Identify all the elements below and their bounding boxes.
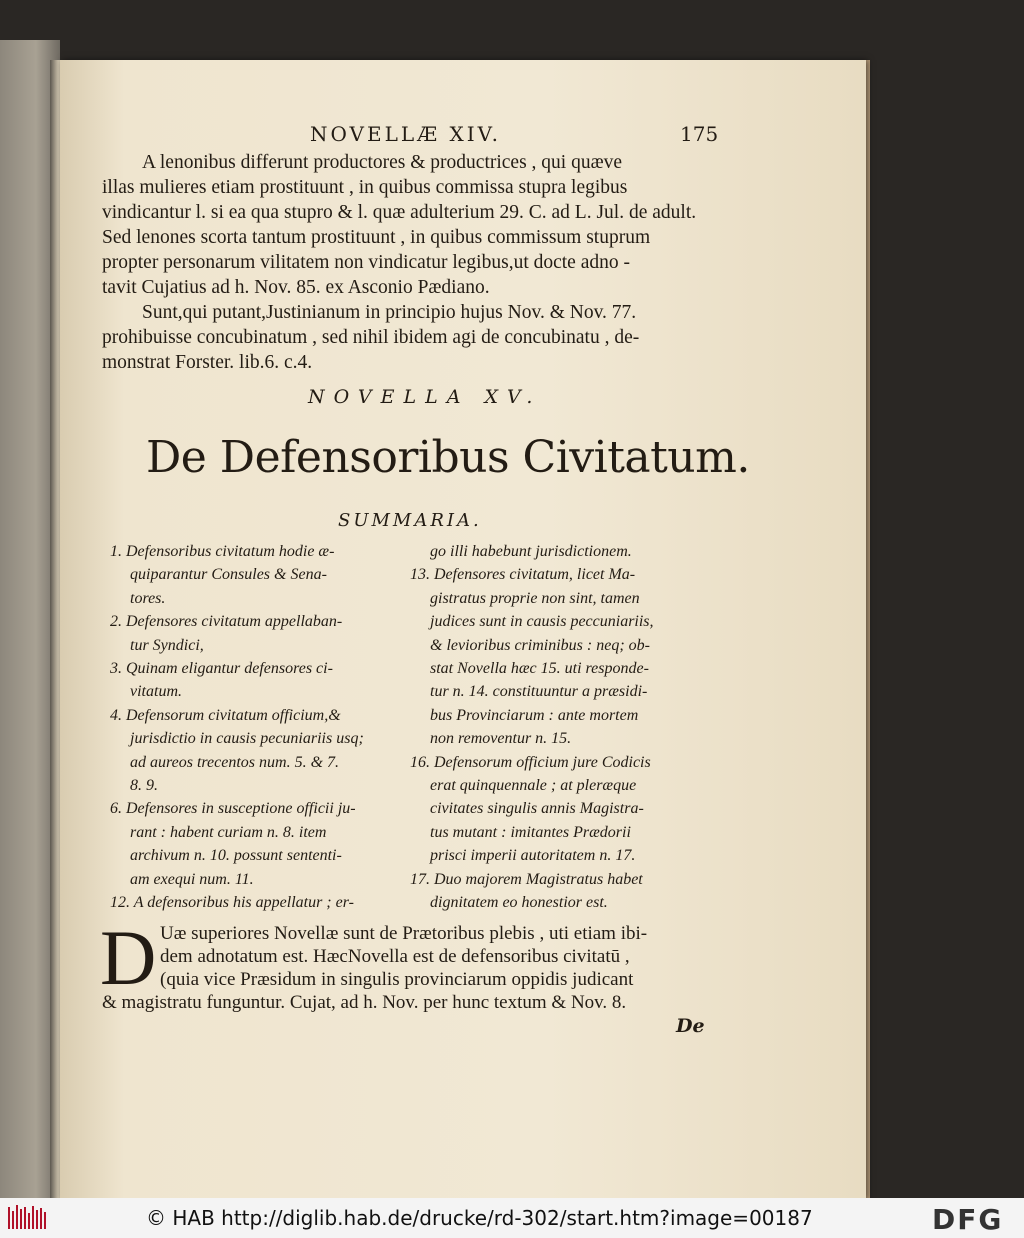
- summaria-entry-line: 1. Defensoribus civitatum hodie æ-: [110, 543, 335, 560]
- summaria-entry-line: 3. Quinam eligantur defensores ci-: [110, 660, 333, 678]
- text-line: vindicantur l. si ea qua stupro & l. quæ adulterium 29. C. ad L. Jul. de adult.: [102, 202, 697, 223]
- text-line: & magistratu funguntur. Cujat, ad h. Nov. per hunc textum & Nov. 8.: [102, 992, 627, 1013]
- summaria-entry-line: quiparantur Consules & Sena-: [130, 566, 327, 584]
- summaria-entry-line: judices sunt in causis peccuniariis,: [430, 613, 654, 631]
- summaria-entry-line: 4. Defensorum civitatum officium,&: [110, 706, 341, 724]
- summaria-entry-line: bus Provinciarum : ante mortem: [430, 706, 639, 724]
- summaria-entry-line: stat Novella hæc 15. uti responde-: [430, 660, 649, 678]
- summaria-heading: SUMMARIA.: [338, 510, 482, 531]
- summaria-entry-line: ad aureos trecentos num. 5. & 7.: [130, 753, 340, 771]
- summaria-entry-line: tus mutant : imitantes Prædorii: [430, 823, 631, 841]
- summaria-entry-line: vitatum.: [130, 683, 182, 701]
- summaria-entry-line: tur Syndici,: [130, 636, 204, 654]
- summaria-right-column: [410, 540, 710, 915]
- book-page: [60, 60, 866, 1198]
- summaria-entry-line: non removentur n. 15.: [430, 730, 572, 748]
- paragraph-1: [102, 150, 712, 300]
- text-line: Sed lenones scorta tantum prostituunt , in quibus commissum stuprum: [102, 227, 651, 248]
- text-line: monstrat Forster. lib.6. c.4.: [102, 352, 313, 373]
- summaria-entry-line: rant : habent curiam n. 8. item: [130, 823, 327, 841]
- main-title: De Defensoribus Civitatum.: [146, 432, 750, 483]
- paragraph-2: [102, 300, 712, 375]
- text-line: Uæ superiores Novellæ sunt de Prætoribus plebis , uti etiam ibi-: [160, 923, 648, 944]
- text-line: illas mulieres etiam prostituunt , in quibus commissa stupra legibus: [102, 177, 628, 198]
- text-line: (quia vice Præsidum in singulis provinciarum oppidis judicant: [160, 969, 634, 990]
- summaria-entry-line: tores.: [130, 589, 166, 607]
- intro-paragraph: [100, 914, 722, 1014]
- footer-bar: [0, 1198, 1024, 1238]
- drop-cap: D: [100, 914, 157, 1001]
- summaria-entry-line: 17. Duo majorem Magistratus habet: [410, 870, 643, 888]
- copyright-link[interactable]: © HAB http://diglib.hab.de/drucke/rd-302/start.htm?image=00187: [146, 1206, 813, 1230]
- summaria-entry-line: archivum n. 10. possunt sententi-: [130, 847, 342, 865]
- dfg-logo-text: DFG: [932, 1203, 1004, 1233]
- summaria-entry-line: erat quinquennale ; at pleræque: [430, 777, 637, 795]
- hab-barcode-icon: [6, 1203, 48, 1233]
- text-line: prohibuisse concubinatum , sed nihil ibidem agi de concubinatu , de-: [102, 327, 640, 348]
- summaria-entry-line: 16. Defensorum officium jure Codicis: [410, 753, 651, 771]
- top-paragraph-block: [102, 150, 712, 375]
- summaria-entry-line: 2. Defensores civitatum appellaban-: [110, 613, 343, 631]
- text-line: Sunt,qui putant,Justinianum in principio hujus Nov. & Nov. 77.: [142, 302, 637, 323]
- running-head: NOVELLÆ XIV.: [310, 122, 501, 146]
- summaria-entry-line: prisci imperii autoritatem n. 17.: [430, 847, 636, 865]
- summaria-entry-line: & levioribus criminibus : neq; ob-: [430, 636, 650, 654]
- summaria-entry-line: jurisdictio in causis pecuniariis usq;: [130, 730, 364, 748]
- summaria-entry-line: 8. 9.: [130, 777, 158, 795]
- summaria-entry-line: 13. Defensores civitatum, licet Ma-: [410, 566, 636, 584]
- summaria-entry-line: 6. Defensores in susceptione officii ju-: [110, 800, 356, 818]
- summaria-entry-line: civitates singulis annis Magistra-: [430, 800, 644, 818]
- text-line: propter personarum vilitatem non vindicatur legibus,ut docte adno -: [102, 252, 630, 273]
- page-number: 175: [680, 122, 719, 146]
- summaria-entry-line: am exequi num. 11.: [130, 870, 254, 888]
- summaria-entry-line: dignitatem eo honestior est.: [430, 894, 608, 912]
- catchword: De: [676, 1015, 705, 1037]
- summaria-entry-line: gistratus proprie non sint, tamen: [430, 589, 640, 607]
- text-line: A lenonibus differunt productores & productrices , qui quæve: [142, 152, 623, 173]
- summaria-entry-line: tur n. 14. constituuntur a præsidi-: [430, 683, 648, 701]
- novella-label: NOVELLA XV.: [308, 386, 542, 408]
- text-line: tavit Cujatius ad h. Nov. 85. ex Asconio Pædiano.: [102, 277, 490, 298]
- dfg-logo: [930, 1203, 1018, 1233]
- summaria-entry-line: 12. A defensoribus his appellatur ; er-: [110, 894, 354, 912]
- text-line: dem adnotatum est. HæcNovella est de defensoribus civitatū ,: [160, 946, 630, 967]
- summaria-entry-line: go illi habebunt jurisdictionem.: [430, 543, 632, 560]
- summaria-left-column: [110, 540, 410, 915]
